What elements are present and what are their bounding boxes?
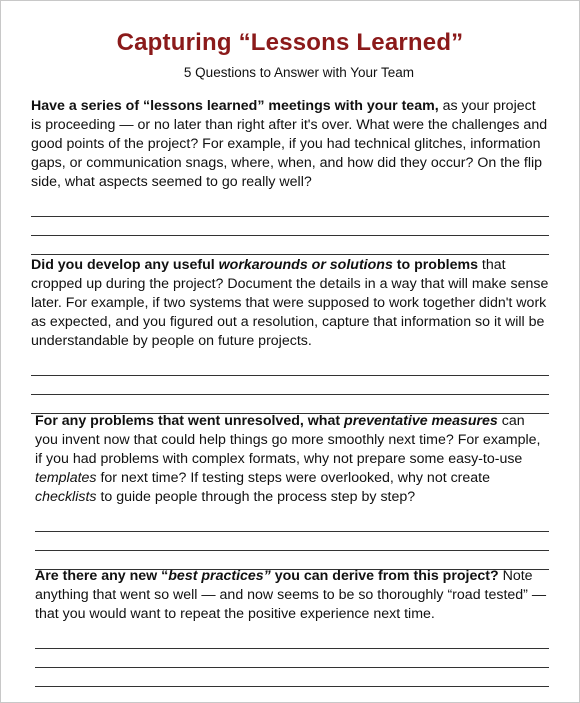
question-3-lead [35, 413, 498, 429]
question-4-lead [35, 568, 499, 584]
question-4-lead-end: you can derive from this project? [270, 568, 499, 584]
answer-lines-3 [35, 513, 549, 570]
question-3 [35, 412, 549, 570]
question-2-lead-emphasis: workarounds or solutions [218, 257, 393, 273]
question-2-lead [31, 257, 478, 273]
question-3-templates-term: templates [35, 470, 97, 486]
question-2 [31, 256, 549, 414]
question-1-body: as your project is proceeding — or no later than right after it's over. What were the challenges and good points of the project? For example, if you had technical glitches, information gaps, or communication snags, where, when, and how did they occur? On the flip side, what aspects seemed to go really well? [31, 98, 548, 190]
question-3-body-start: can you invent now that could help things go more smoothly next time? For example, if you had problems with complex formats, why not prepare some easy-to-use [35, 413, 541, 467]
answer-line[interactable] [35, 668, 549, 687]
answer-line[interactable] [31, 376, 549, 395]
answer-lines-4 [35, 630, 549, 687]
answer-line[interactable] [31, 198, 549, 217]
question-1 [31, 97, 549, 255]
answer-line[interactable] [31, 357, 549, 376]
question-4 [35, 567, 549, 687]
page-title: Capturing “Lessons Learned” [116, 29, 464, 56]
answer-line[interactable] [35, 513, 549, 532]
answer-lines-2 [31, 357, 549, 414]
question-1-lead: Have a series of “lessons learned” meetings with your team, [31, 98, 439, 114]
answer-line[interactable] [35, 532, 549, 551]
question-1-text [31, 97, 549, 192]
question-4-lead-start: Are there any new “ [35, 568, 169, 584]
question-4-text [35, 567, 549, 624]
question-3-body-end: to guide people through the process step by step? [96, 489, 416, 505]
question-2-lead-start: Did you develop any useful [31, 257, 219, 273]
question-4-body: Note anything that went so well — and now seems to be so thoroughly “road tested” — that you would want to repeat the positive experience next time. [35, 568, 547, 622]
question-2-lead-end: to problems [392, 257, 478, 273]
answer-line[interactable] [35, 649, 549, 668]
answer-lines-1 [31, 198, 549, 255]
question-3-checklists-term: checklists [35, 489, 97, 505]
answer-line[interactable] [35, 630, 549, 649]
question-4-lead-emphasis: best practices” [168, 568, 271, 584]
question-2-text [31, 256, 549, 351]
question-3-text [35, 412, 549, 507]
answer-line[interactable] [31, 217, 549, 236]
question-3-lead-emphasis: preventative measures [344, 413, 498, 429]
question-3-body-middle: for next time? If testing steps were overlooked, why not create [96, 470, 491, 486]
question-2-body: that cropped up during the project? Document the details in a way that will make sense later. For example, if two systems that were supposed to work together didn't work as expected, and you figured out a resolution, capture that information so it will be understandable by people on future projects. [31, 257, 549, 349]
page-subtitle: 5 Questions to Answer with Your Team [183, 65, 415, 80]
answer-line[interactable] [31, 236, 549, 255]
question-3-lead-start: For any problems that went unresolved, what [35, 413, 345, 429]
